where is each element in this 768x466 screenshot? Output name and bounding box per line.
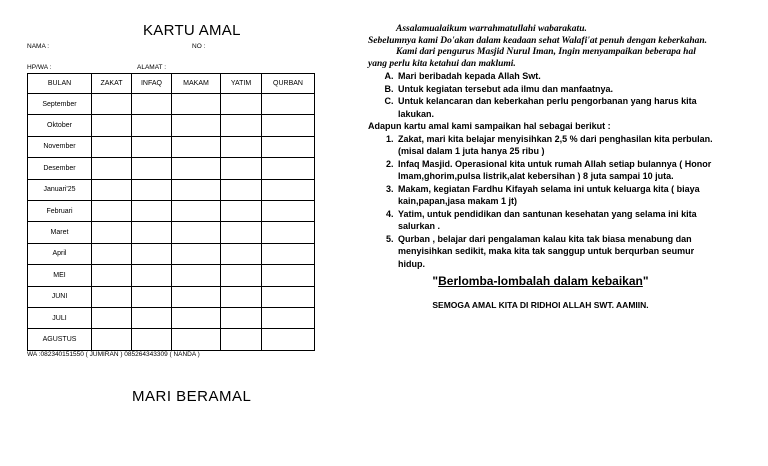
entry-cell[interactable] <box>92 115 132 136</box>
entry-cell[interactable] <box>221 222 262 243</box>
address-field-label: ALAMAT : <box>137 64 167 71</box>
donation-table <box>27 73 315 351</box>
slogan-text: Berlomba-lombalah dalam kebaikan <box>438 274 643 289</box>
list-item: 4. Yatim, untuk pendidikan dan santunan kesehatan yang selama ini kita salurkan . <box>396 208 713 233</box>
closing-line: SEMOGA AMAL KITA DI RIDHOI ALLAH SWT. AAMIIN. <box>432 300 649 311</box>
table-row <box>28 243 315 264</box>
intro-paragraph: Kami dari pengurus Masjid Nurul Iman, Ingin menyampaikan beberapa hal yang perlu kita ketahui dan maklumi. <box>368 47 696 69</box>
entry-cell[interactable] <box>172 329 221 350</box>
table-header-row <box>28 74 315 94</box>
entry-cell[interactable] <box>92 94 132 115</box>
entry-cell[interactable] <box>221 286 262 307</box>
entry-cell[interactable] <box>221 243 262 264</box>
table-row <box>28 179 315 200</box>
table-row <box>28 94 315 115</box>
table-row <box>28 200 315 221</box>
month-cell: Desember <box>28 158 92 179</box>
entry-cell[interactable] <box>262 222 315 243</box>
month-cell: JULI <box>28 307 92 328</box>
list-item: B. Untuk kegiatan tersebut ada ilmu dan manfaatnya. <box>396 83 713 96</box>
month-cell: MEI <box>28 265 92 286</box>
entry-cell[interactable] <box>92 286 132 307</box>
entry-cell[interactable] <box>132 158 172 179</box>
entry-cell[interactable] <box>92 222 132 243</box>
entry-cell[interactable] <box>221 329 262 350</box>
table-row <box>28 329 315 350</box>
table-row <box>28 222 315 243</box>
list-item: C. Untuk kelancaran dan keberkahan perlu pengorbanan yang harus kita lakukan. <box>396 95 713 120</box>
column-header: INFAQ <box>132 74 172 94</box>
entry-cell[interactable] <box>221 307 262 328</box>
card-title: KARTU AMAL <box>143 22 241 39</box>
entry-cell[interactable] <box>221 136 262 157</box>
entry-cell[interactable] <box>172 222 221 243</box>
list-item: 2. Infaq Masjid. Operasional kita untuk rumah Allah setiap bulannya ( Honor Imam,ghorim,pulsa listrik,alat kebersihan ) 8 juta sampai 10 juta. <box>396 158 713 183</box>
entry-cell[interactable] <box>262 179 315 200</box>
entry-cell[interactable] <box>132 243 172 264</box>
entry-cell[interactable] <box>221 115 262 136</box>
month-cell: JUNI <box>28 286 92 307</box>
column-header: ZAKAT <box>92 74 132 94</box>
letter-panel <box>368 24 713 310</box>
table-row <box>28 286 315 307</box>
list-item: A. Mari beribadah kepada Allah Swt. <box>396 70 713 83</box>
entry-cell[interactable] <box>262 265 315 286</box>
entry-cell[interactable] <box>172 158 221 179</box>
month-cell: September <box>28 94 92 115</box>
entry-cell[interactable] <box>132 115 172 136</box>
entry-cell[interactable] <box>221 94 262 115</box>
entry-cell[interactable] <box>221 200 262 221</box>
entry-cell[interactable] <box>262 94 315 115</box>
month-cell: April <box>28 243 92 264</box>
table-row <box>28 307 315 328</box>
table-row <box>28 136 315 157</box>
entry-cell[interactable] <box>221 158 262 179</box>
entry-cell[interactable] <box>172 136 221 157</box>
entry-cell[interactable] <box>132 200 172 221</box>
month-cell: Oktober <box>28 115 92 136</box>
table-row <box>28 265 315 286</box>
entry-cell[interactable] <box>172 115 221 136</box>
points-list <box>368 70 713 120</box>
entry-cell[interactable] <box>172 265 221 286</box>
entry-cell[interactable] <box>262 286 315 307</box>
mari-beramal-title: MARI BERAMAL <box>132 388 252 405</box>
entry-cell[interactable] <box>132 94 172 115</box>
entry-cell[interactable] <box>172 286 221 307</box>
column-header: QURBAN <box>262 74 315 94</box>
entry-cell[interactable] <box>132 179 172 200</box>
entry-cell[interactable] <box>172 200 221 221</box>
entry-cell[interactable] <box>132 265 172 286</box>
contact-line: WA :082340151550 ( JUMIRAN ) 085264343309 ( NANDA ) <box>27 351 200 358</box>
month-cell: Februari <box>28 200 92 221</box>
entry-cell[interactable] <box>172 94 221 115</box>
phone-field-label: HP/WA : <box>27 64 52 71</box>
entry-cell[interactable] <box>262 115 315 136</box>
entry-cell[interactable] <box>172 179 221 200</box>
name-field-label: NAMA : <box>27 43 50 50</box>
entry-cell[interactable] <box>92 307 132 328</box>
entry-cell[interactable] <box>92 200 132 221</box>
entry-cell[interactable] <box>132 286 172 307</box>
column-header: MAKAM <box>172 74 221 94</box>
opening-paragraph: Sebelumnya kami Do'akan dalam keadaan sehat Walafi'at penuh dengan keberkahan. <box>368 35 708 46</box>
entry-cell[interactable] <box>262 329 315 350</box>
list-item: 5. Qurban , belajar dari pengalaman kalau kita tak biasa menabung dan menyisihkan sedikit, maka kita tak sanggup untuk berqurban seumur hidup. <box>396 233 713 271</box>
entry-cell[interactable] <box>172 243 221 264</box>
month-cell: AGUSTUS <box>28 329 92 350</box>
entry-cell[interactable] <box>262 200 315 221</box>
entry-cell[interactable] <box>92 158 132 179</box>
explanation-intro: Adapun kartu amal kami sampaikan hal sebagai berikut : <box>368 121 611 132</box>
entry-cell[interactable] <box>132 136 172 157</box>
number-field-label: NO : <box>192 43 206 50</box>
entry-cell[interactable] <box>92 136 132 157</box>
entry-cell[interactable] <box>132 307 172 328</box>
entry-cell[interactable] <box>262 136 315 157</box>
month-cell: Januari'25 <box>28 179 92 200</box>
entry-cell[interactable] <box>262 158 315 179</box>
column-header: BULAN <box>28 74 92 94</box>
entry-cell[interactable] <box>221 179 262 200</box>
slogan: "Berlomba-lombalah dalam kebaikan" <box>432 274 649 289</box>
list-item: 3. Makam, kegiatan Fardhu Kifayah selama ini untuk keluarga kita ( biaya kain,papan,jasa makam 1 jt) <box>396 183 713 208</box>
month-cell: November <box>28 136 92 157</box>
list-item: 1. Zakat, mari kita belajar menyisihkan 2,5 % dari penghasilan kita perbulan. (misal dalam 1 juta hanya 25 ribu ) <box>396 133 713 158</box>
entry-cell[interactable] <box>92 179 132 200</box>
entry-cell[interactable] <box>172 307 221 328</box>
entry-cell[interactable] <box>132 222 172 243</box>
greeting: Assalamualaikum warrahmatullahi wabarakatu. <box>396 24 587 34</box>
table-row <box>28 115 315 136</box>
table-row <box>28 158 315 179</box>
explanations-list <box>368 133 713 271</box>
entry-cell[interactable] <box>92 329 132 350</box>
entry-cell[interactable] <box>132 329 172 350</box>
entry-cell[interactable] <box>92 265 132 286</box>
entry-cell[interactable] <box>262 243 315 264</box>
month-cell: Maret <box>28 222 92 243</box>
column-header: YATIM <box>221 74 262 94</box>
entry-cell[interactable] <box>92 243 132 264</box>
entry-cell[interactable] <box>262 307 315 328</box>
entry-cell[interactable] <box>221 265 262 286</box>
